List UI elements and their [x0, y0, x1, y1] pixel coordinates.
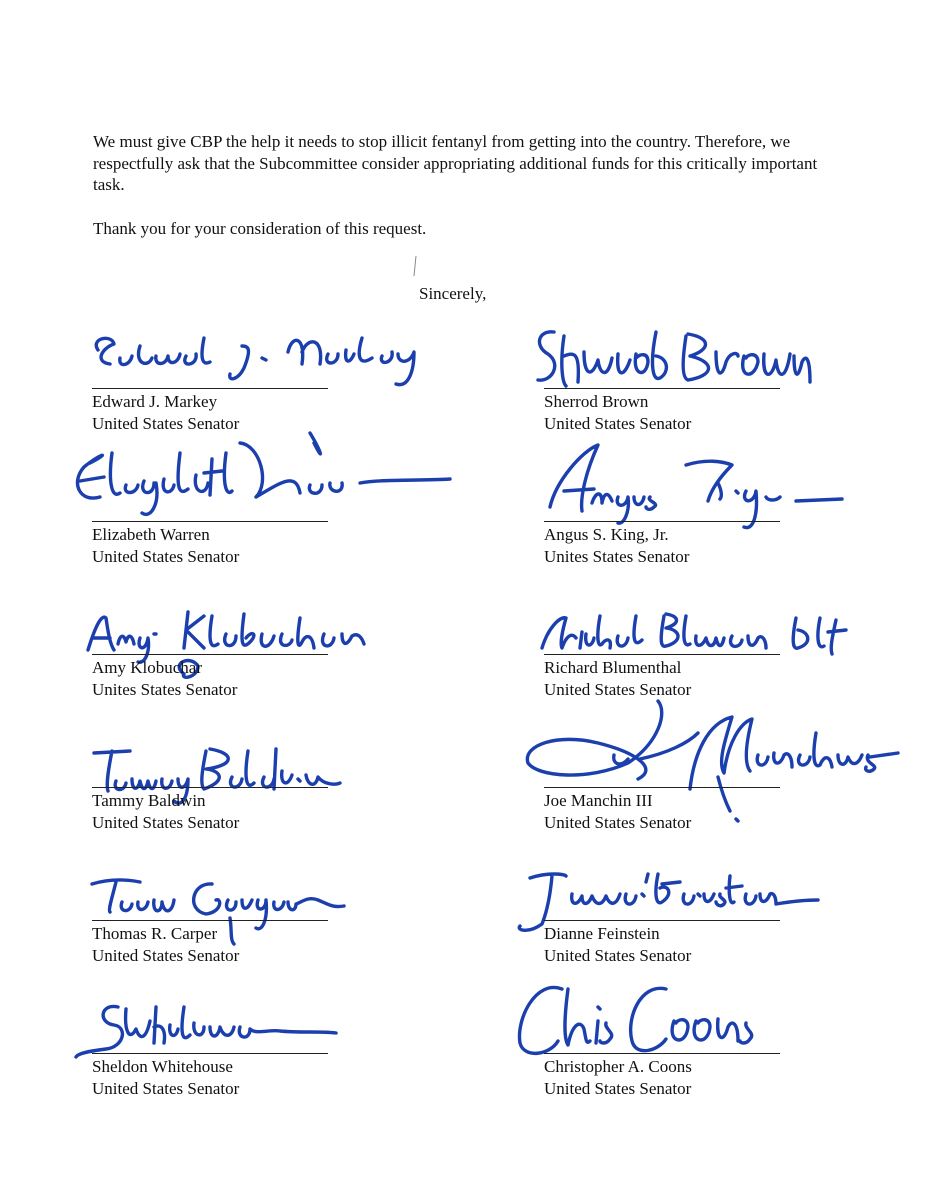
- signature-line: [544, 787, 780, 788]
- signature-line: [92, 1053, 328, 1054]
- stray-pen-mark: [412, 255, 418, 277]
- signatory-name: Dianne Feinstein: [544, 924, 660, 943]
- signature-line: [544, 920, 780, 921]
- signatory-title: United States Senator: [92, 414, 240, 433]
- closing-salutation: Sincerely,: [419, 284, 487, 303]
- signature-line: [544, 388, 780, 389]
- signature-block-warren: [92, 521, 392, 645]
- signature-line: [92, 654, 328, 655]
- signatory-title: United States Senator: [544, 813, 692, 832]
- signature-block-manchin: [544, 787, 844, 911]
- signatory-name: Sherrod Brown: [544, 392, 649, 411]
- signatory-title: United States Senator: [544, 946, 692, 965]
- signatory-title: United States Senator: [544, 1079, 692, 1098]
- signature-line: [92, 920, 328, 921]
- brown-signature: [518, 322, 818, 402]
- signature-block-feinstein: [544, 920, 844, 1044]
- signature-block-coons: [544, 1053, 844, 1177]
- signatory-title: United States Senator: [544, 414, 692, 433]
- signatory-name: Richard Blumenthal: [544, 658, 682, 677]
- signatory-name: Angus S. King, Jr.: [544, 525, 669, 544]
- signature-line: [544, 1053, 780, 1054]
- signatory-name: Elizabeth Warren: [92, 525, 210, 544]
- signature-block-whitehouse: [92, 1053, 392, 1177]
- signatory-name: Edward J. Markey: [92, 392, 218, 411]
- signature-line: [544, 654, 780, 655]
- signature-block-baldwin: [92, 787, 392, 911]
- signatory-name: Joe Manchin III: [544, 791, 653, 810]
- signature-line: [544, 521, 780, 522]
- signatory-title: United States Senator: [92, 547, 240, 566]
- signature-block-blumenthal: [544, 654, 844, 778]
- signature-block-markey: [92, 388, 392, 512]
- signature-line: [92, 521, 328, 522]
- signatory-name: Sheldon Whitehouse: [92, 1057, 233, 1076]
- letter-paragraph-1: We must give CBP the help it needs to stop illicit fentanyl from getting into the country. Therefore, we respectfully ask that the Subcommittee consider appropriating additional funds for this critically important task.: [93, 132, 818, 194]
- signature-line: [92, 787, 328, 788]
- signatory-name: Thomas R. Carper: [92, 924, 218, 943]
- signatory-title: United States Senator: [544, 680, 692, 699]
- signatory-title: United States Senator: [92, 1079, 240, 1098]
- signatory-name: Amy Klobuchar: [92, 658, 203, 677]
- signatory-title: United States Senator: [92, 946, 240, 965]
- signature-block-king: [544, 521, 844, 645]
- signatory-title: Unites States Senator: [544, 547, 690, 566]
- signatory-name: Tammy Baldwin: [92, 791, 206, 810]
- signatory-title: United States Senator: [92, 813, 240, 832]
- signatory-title: Unites States Senator: [92, 680, 238, 699]
- signature-block-brown: [544, 388, 844, 512]
- signatory-name: Christopher A. Coons: [544, 1057, 692, 1076]
- signature-line: [92, 388, 328, 389]
- signature-block-carper: [92, 920, 392, 1044]
- letter-paragraph-2: Thank you for your consideration of this request.: [93, 219, 427, 238]
- signature-block-klobuchar: [92, 654, 392, 778]
